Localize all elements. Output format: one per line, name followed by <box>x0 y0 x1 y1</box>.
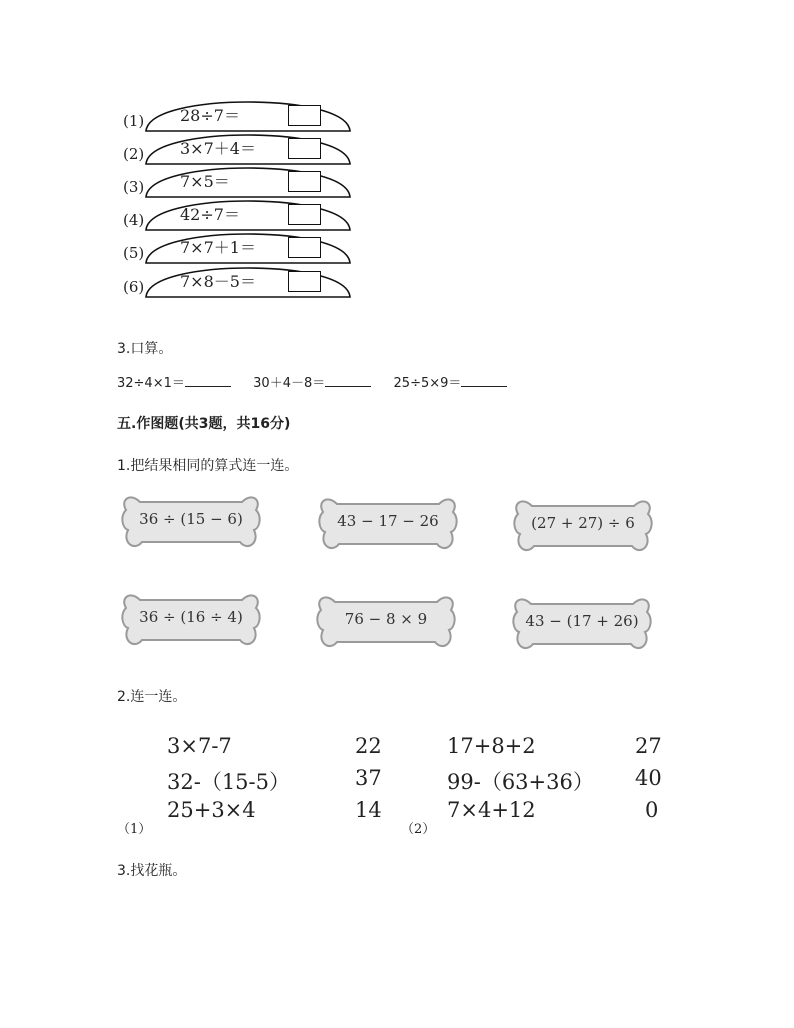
match-right-item[interactable]: 22 <box>355 734 382 758</box>
match-right-item[interactable]: 14 <box>355 798 382 822</box>
dome-expression: 7×7＋1＝ <box>180 238 256 257</box>
answer-box[interactable] <box>288 105 321 126</box>
match-left-item[interactable]: 3×7-7 <box>167 734 232 758</box>
match-right-item[interactable]: 40 <box>635 766 662 790</box>
dome-number: (1) <box>123 112 145 130</box>
dome-item <box>120 166 360 198</box>
bone-card[interactable] <box>511 592 653 656</box>
bone-expression: (27 + 27) ÷ 6 <box>531 514 635 532</box>
bone-card[interactable] <box>120 490 262 554</box>
dome-expression: 7×5＝ <box>180 172 230 191</box>
bone-expression: 76 − 8 × 9 <box>344 610 428 628</box>
bone-expression: 36 ÷ (15 − 6) <box>139 510 243 528</box>
dome-item <box>120 133 360 165</box>
dome-number: (4) <box>123 211 145 229</box>
group-label: （1） <box>117 822 152 837</box>
dome-item <box>120 199 360 231</box>
answer-box[interactable] <box>288 237 321 258</box>
mental-math-item: 30＋4－8＝ <box>253 376 326 391</box>
bone-card[interactable] <box>120 588 262 652</box>
question-title: 1.把结果相同的算式连一连。 <box>117 458 299 474</box>
answer-box[interactable] <box>288 271 321 292</box>
match-right-item[interactable]: 37 <box>355 766 382 790</box>
bone-card[interactable] <box>315 590 457 654</box>
bone-expression: 36 ÷ (16 ÷ 4) <box>139 608 243 626</box>
dome-expression: 3×7＋4＝ <box>180 139 256 158</box>
dome-item <box>120 100 360 132</box>
match-left-item[interactable]: 99-（63+36） <box>447 770 594 794</box>
bone-card[interactable] <box>512 494 654 558</box>
answer-blank[interactable] <box>185 374 231 387</box>
section-title: 五.作图题(共3题，共16分) <box>117 416 291 432</box>
dome-expression: 7×8－5＝ <box>180 272 256 291</box>
bone-card[interactable] <box>317 492 459 556</box>
dome-expression: 28÷7＝ <box>180 106 240 125</box>
bone-expression: 43 − (17 + 26) <box>525 612 639 630</box>
match-left-item[interactable]: 7×4+12 <box>447 798 536 822</box>
answer-box[interactable] <box>288 204 321 225</box>
match-right-item[interactable]: 0 <box>645 798 659 822</box>
group-label: （2） <box>401 822 436 837</box>
dome-number: (2) <box>123 145 145 163</box>
match-left-item[interactable]: 17+8+2 <box>447 734 536 758</box>
question-title: 2.连一连。 <box>117 689 187 705</box>
answer-box[interactable] <box>288 138 321 159</box>
match-left-item[interactable]: 32-（15-5） <box>167 770 290 794</box>
answer-blank[interactable] <box>325 374 371 387</box>
match-right-item[interactable]: 27 <box>635 734 662 758</box>
mental-math-item: 32÷4×1＝ <box>117 376 185 391</box>
dome-number: (5) <box>123 244 145 262</box>
dome-item <box>120 232 360 264</box>
mental-math-item: 25÷5×9＝ <box>393 376 462 391</box>
dome-expression: 42÷7＝ <box>180 205 240 224</box>
dome-item <box>120 266 360 298</box>
question-title: 3.口算。 <box>117 341 173 357</box>
mental-math-row <box>117 372 507 391</box>
bone-expression: 43 − 17 − 26 <box>337 512 439 530</box>
dome-number: (6) <box>123 278 145 296</box>
question-title: 3.找花瓶。 <box>117 863 187 879</box>
match-left-item[interactable]: 25+3×4 <box>167 798 256 822</box>
dome-number: (3) <box>123 178 145 196</box>
answer-box[interactable] <box>288 171 321 192</box>
answer-blank[interactable] <box>461 374 507 387</box>
